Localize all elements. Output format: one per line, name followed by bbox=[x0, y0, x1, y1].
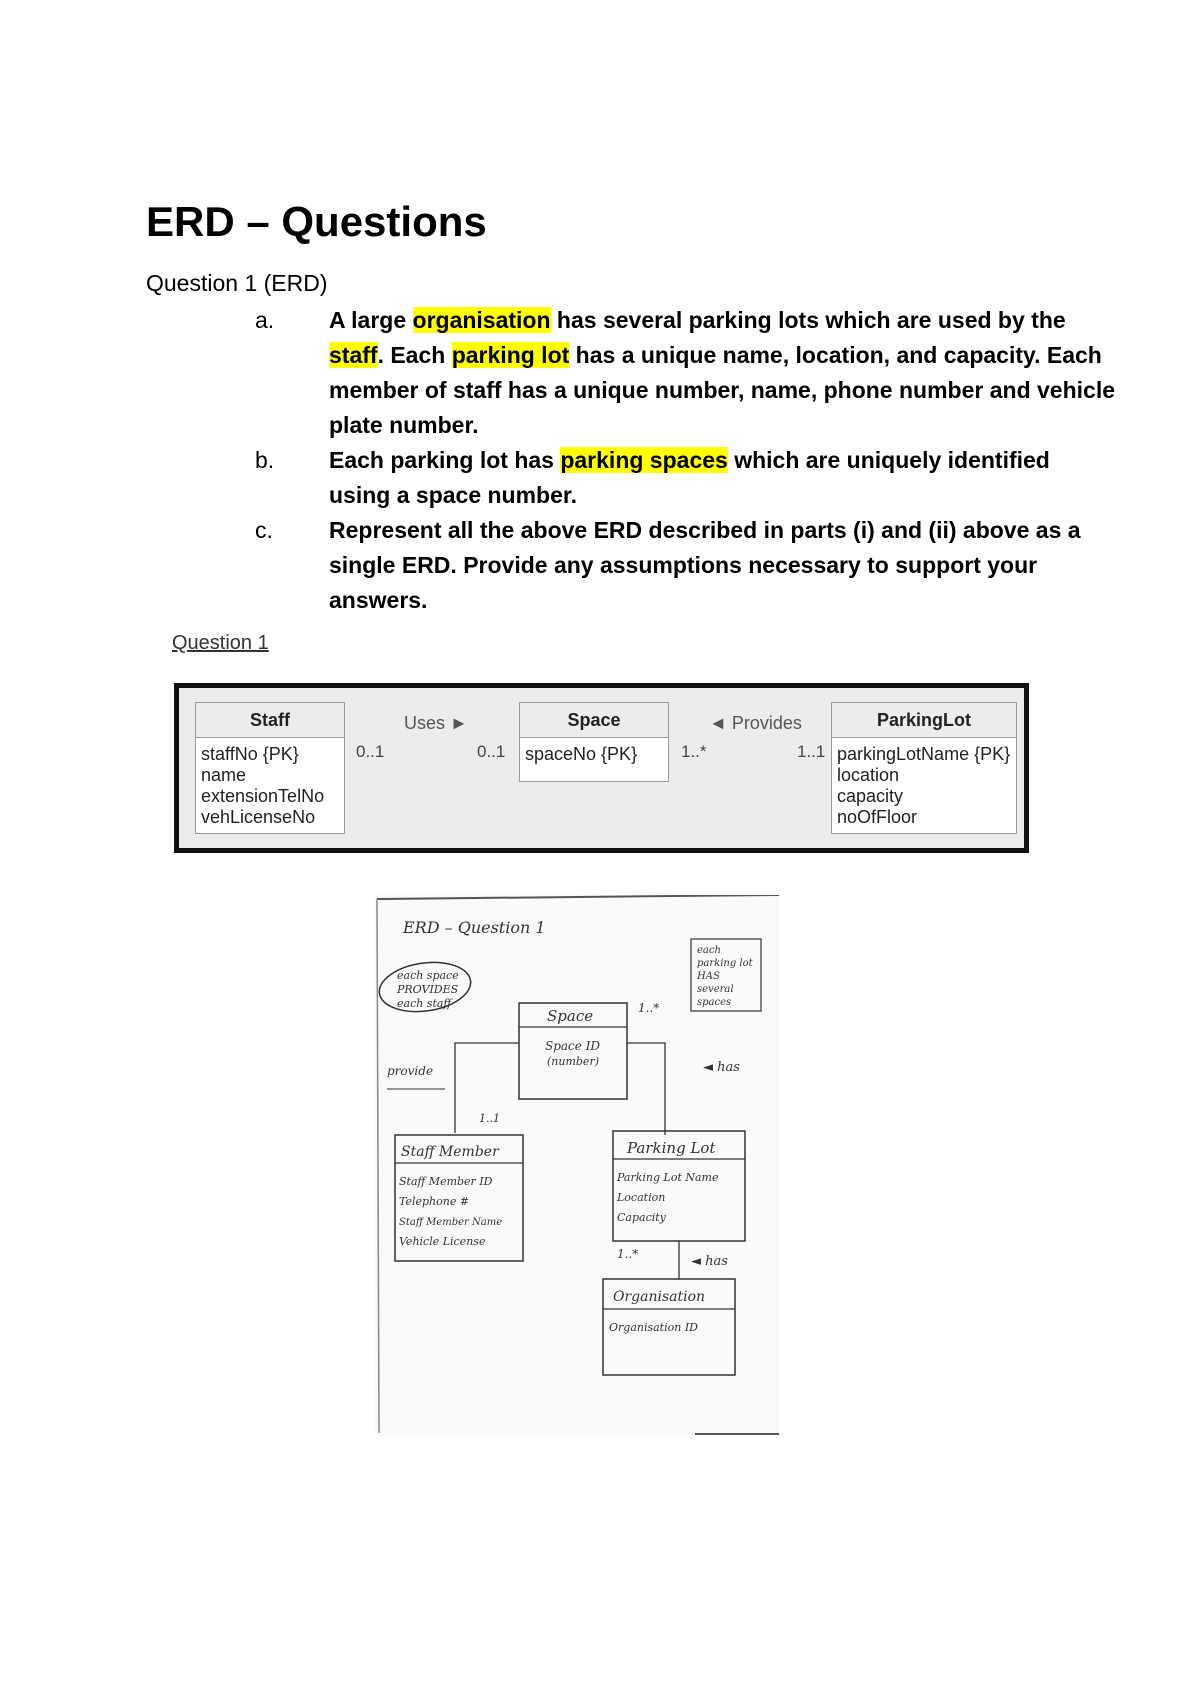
staff-entity bbox=[195, 702, 345, 834]
sketch-attribute: Organisation ID bbox=[609, 1321, 698, 1334]
note-left-line: each staff bbox=[397, 997, 452, 1010]
provides-left-multiplicity: 1..* bbox=[681, 742, 707, 761]
uml-diagram bbox=[174, 683, 1029, 853]
sketch-entity-name: Parking Lot bbox=[627, 1139, 716, 1157]
item-letter: a. bbox=[255, 307, 275, 333]
has-label: ◄ has bbox=[703, 1060, 740, 1075]
parkinglot-entity bbox=[831, 702, 1017, 834]
provide-label: provide bbox=[387, 1064, 434, 1078]
sketch-svg bbox=[375, 895, 780, 1437]
note-right-line: spaces bbox=[697, 997, 732, 1008]
multiplicity-label: 1..* bbox=[638, 1001, 660, 1015]
entity-name: Space bbox=[520, 703, 668, 738]
attribute: spaceNo {PK} bbox=[525, 744, 638, 764]
sketch-entity-name: Space bbox=[547, 1007, 594, 1025]
page-title: ERD – Questions bbox=[146, 198, 487, 245]
entity-name: ParkingLot bbox=[832, 703, 1016, 738]
sketch-attribute: Location bbox=[617, 1191, 666, 1204]
highlight-staff: staff bbox=[329, 342, 378, 368]
question-list bbox=[255, 303, 1115, 618]
question-item-c bbox=[255, 513, 1115, 618]
item-text: Each parking lot has bbox=[329, 447, 561, 473]
space-entity bbox=[519, 702, 669, 782]
note-right-line: each bbox=[697, 945, 721, 956]
multiplicity-label: 1..* bbox=[617, 1247, 639, 1261]
has-label: ◄ has bbox=[691, 1254, 728, 1269]
item-letter: b. bbox=[255, 447, 275, 473]
sketch-entity-name: Staff Member bbox=[401, 1144, 499, 1160]
note-right-line: HAS bbox=[697, 971, 720, 982]
item-text: A large bbox=[329, 307, 413, 333]
item-text: has a unique name, location, and capacity. Each member of staff has a unique number, name, phone number and vehicle plate number. bbox=[329, 342, 1115, 438]
note-left-line: each space bbox=[397, 969, 459, 982]
entity-name: Staff bbox=[196, 703, 344, 738]
note-left-line: PROVIDES bbox=[397, 983, 459, 996]
sketch-attribute: Staff Member Name bbox=[399, 1217, 503, 1228]
item-letter: c. bbox=[255, 517, 273, 543]
attribute: extensionTelNo bbox=[201, 786, 325, 806]
question-item-a bbox=[255, 303, 1115, 443]
attribute: noOfFloor bbox=[837, 807, 918, 827]
sketch-title: ERD – Question 1 bbox=[403, 918, 546, 937]
item-text: has several parking lots which are used by the bbox=[550, 307, 1066, 333]
item-text: Represent all the above ERD described in parts (i) and (ii) above as a single ERD. Provide any assumptions necessary to support your answers. bbox=[329, 517, 1081, 613]
uses-relationship-label: Uses ► bbox=[404, 713, 468, 733]
answer-heading: Question 1 bbox=[172, 632, 269, 654]
sketch-attribute: Staff Member ID bbox=[399, 1175, 493, 1188]
uses-right-multiplicity: 0..1 bbox=[477, 742, 506, 761]
attribute: location bbox=[837, 765, 900, 785]
item-text: . Each bbox=[377, 342, 452, 368]
highlight-organisation: organisation bbox=[412, 307, 551, 333]
sketch-attribute: Parking Lot Name bbox=[617, 1171, 719, 1184]
uses-left-multiplicity: 0..1 bbox=[356, 742, 385, 761]
sketch-entity-name: Organisation bbox=[613, 1289, 706, 1305]
sketch-attribute: Capacity bbox=[617, 1211, 666, 1224]
sketch-attribute: Space ID bbox=[545, 1039, 601, 1053]
attribute: vehLicenseNo bbox=[201, 807, 316, 827]
question-heading: Question 1 (ERD) bbox=[146, 270, 328, 296]
multiplicity-label: 1..1 bbox=[479, 1112, 500, 1125]
attribute: staffNo {PK} bbox=[201, 744, 299, 764]
handwritten-sketch bbox=[375, 895, 780, 1437]
note-right-line: parking lot bbox=[697, 958, 753, 969]
provides-right-multiplicity: 1..1 bbox=[797, 742, 826, 761]
attribute: parkingLotName {PK} bbox=[837, 744, 1011, 764]
attribute: capacity bbox=[837, 786, 904, 806]
item-text: which are uniquely identified using a space number. bbox=[329, 447, 1050, 508]
highlight-parking-spaces: parking spaces bbox=[560, 447, 728, 473]
provides-relationship-label: ◄ Provides bbox=[709, 713, 802, 733]
note-right-line: several bbox=[697, 984, 734, 995]
highlight-parking-lot: parking lot bbox=[451, 342, 570, 368]
sketch-attribute: Telephone # bbox=[399, 1195, 470, 1208]
sketch-attribute: (number) bbox=[547, 1055, 599, 1068]
attribute: name bbox=[201, 765, 247, 785]
question-item-b bbox=[255, 443, 1115, 513]
sketch-attribute: Vehicle License bbox=[399, 1235, 486, 1248]
